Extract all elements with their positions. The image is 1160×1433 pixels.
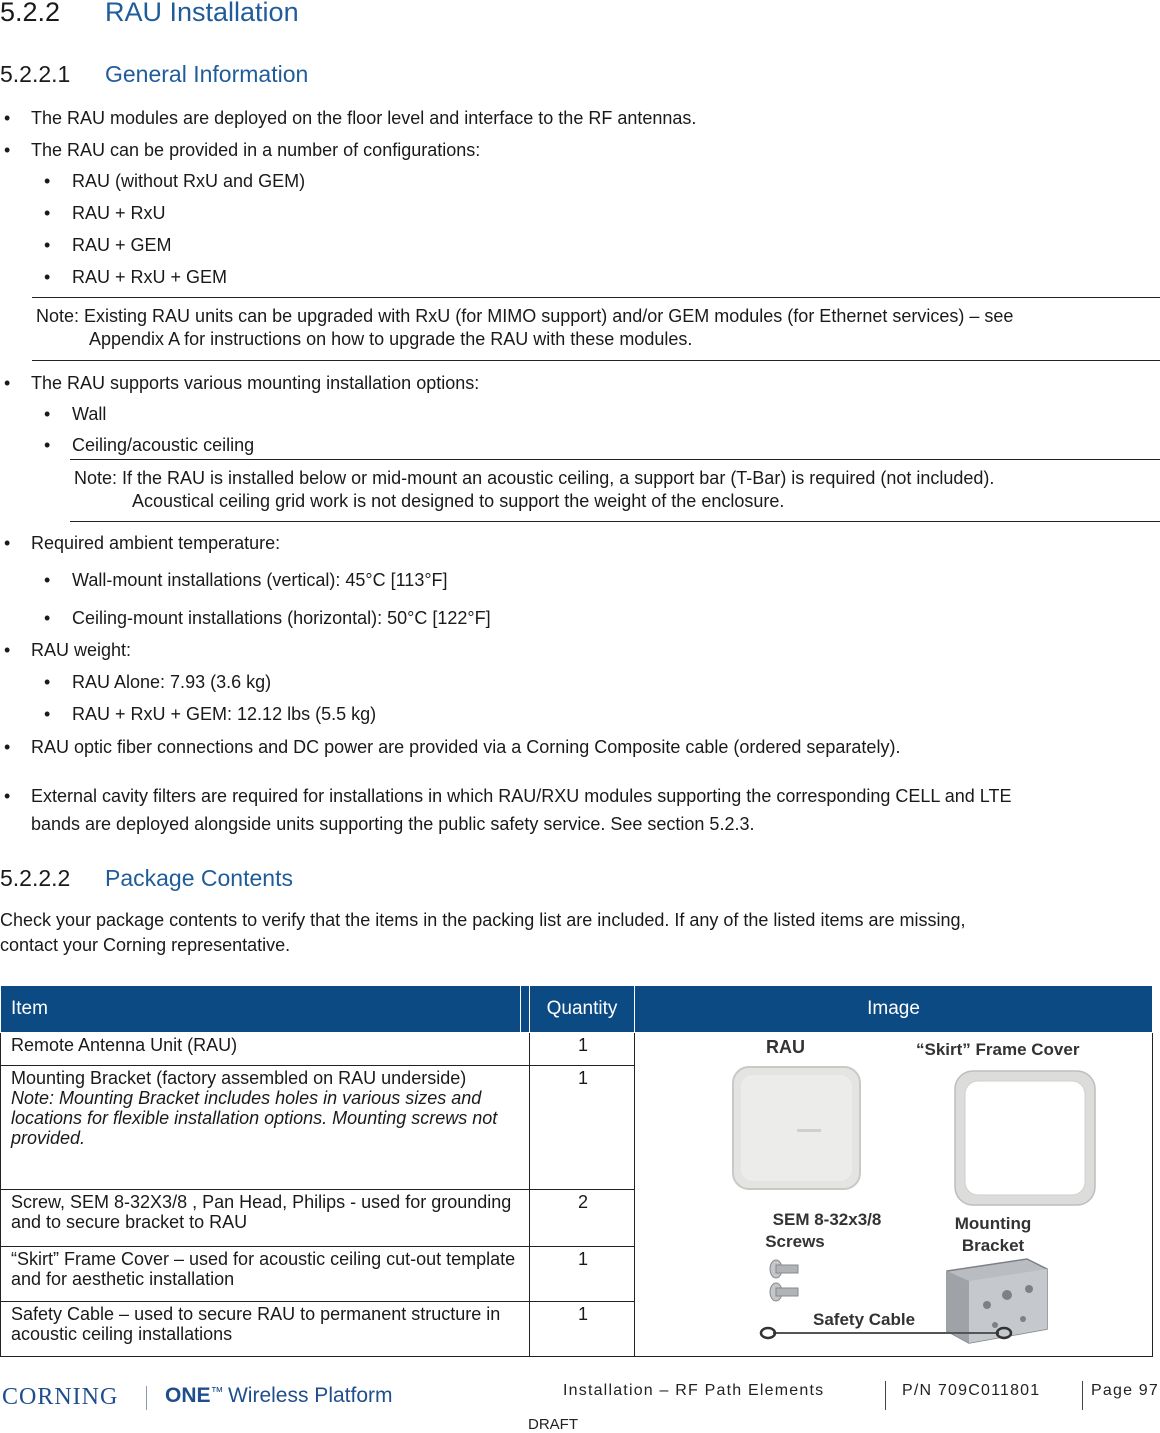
- image-label-rau: RAU: [766, 1037, 805, 1057]
- screws-icon: [770, 1260, 798, 1301]
- note-box: [32, 297, 1160, 361]
- note-text: Appendix A for instructions on how to upgrade the RAU with these modules.: [89, 329, 693, 349]
- footer-chapter: Installation – RF Path Elements: [563, 1382, 825, 1399]
- footer-page: Page 97: [1091, 1382, 1160, 1399]
- item-cell: [1, 1066, 530, 1190]
- footer-separator: [885, 1381, 886, 1410]
- bullet-text: The RAU can be provided in a number of configurations:: [31, 140, 481, 160]
- quantity-cell: 1: [530, 1033, 635, 1066]
- logo-divider: [146, 1386, 147, 1410]
- bullet-text: External cavity filters are required for installations in which RAU/RXU modules supporting the corresponding CELL and LTE: [31, 786, 1012, 806]
- sub-bullet: •: [44, 203, 51, 223]
- product-logo: [165, 1384, 393, 1408]
- sub-bullet: •: [44, 608, 51, 628]
- item-cell: Safety Cable – used to secure RAU to permanent structure in acoustic ceiling installations: [1, 1302, 530, 1357]
- bullet-text: RAU optic fiber connections and DC power are provided via a Corning Composite cable (ordered separately).: [31, 737, 901, 757]
- image-label-bracket: Mounting: [954, 1214, 1032, 1233]
- bullet-text: RAU weight:: [31, 640, 132, 660]
- image-label-cable: Safety Cable: [813, 1310, 916, 1329]
- note-text: Note: Existing RAU units can be upgraded with RxU (for MIMO support) and/or GEM modules (for Ethernet services) – see: [36, 306, 1014, 326]
- item-text: Mounting Bracket (factory assembled on RAU underside): [11, 1068, 467, 1088]
- table-header-row: [1, 986, 1153, 1033]
- quantity-cell: 1: [530, 1066, 635, 1190]
- table-row: [1, 1033, 1153, 1066]
- subsection-number: 5.2.2.1: [0, 61, 71, 87]
- sub-bullet: •: [44, 704, 51, 724]
- image-cell: [635, 1033, 1153, 1357]
- bullet: •: [4, 737, 11, 757]
- sub-bullet: •: [44, 404, 51, 424]
- bullet-text: The RAU modules are deployed on the floor level and interface to the RF antennas.: [31, 108, 697, 128]
- product-tm: ™: [210, 1384, 224, 1399]
- header-spacer: [521, 986, 530, 1033]
- quantity-cell: 1: [530, 1247, 635, 1302]
- product-prefix: ONE: [165, 1384, 211, 1407]
- header-quantity: Quantity: [530, 986, 635, 1033]
- bullet: •: [4, 533, 11, 553]
- note-text: Acoustical ceiling grid work is not designed to support the weight of the enclosure.: [132, 491, 785, 511]
- sub-bullet: •: [44, 435, 51, 455]
- subsection-number: 5.2.2.2: [0, 865, 71, 891]
- image-label-screws: SEM 8-32x3/8: [772, 1210, 882, 1229]
- footer-part-number: P/N 709C011801: [902, 1382, 1041, 1399]
- note-text: Note: If the RAU is installed below or mid-mount an acoustic ceiling, a support bar (T-Bar) is required (not included).: [74, 468, 995, 488]
- quantity-cell: 2: [530, 1190, 635, 1247]
- footer-separator: [1082, 1381, 1083, 1410]
- item-cell: Screw, SEM 8-32X3/8 , Pan Head, Philips - used for grounding and to secure bracket to RAU: [1, 1190, 530, 1247]
- subsection-title: General Information: [105, 61, 309, 87]
- config-item: RAU + RxU: [72, 203, 166, 223]
- sub-bullet: •: [44, 235, 51, 255]
- product-suffix: Wireless Platform: [227, 1384, 393, 1407]
- item-cell: Remote Antenna Unit (RAU): [1, 1033, 530, 1066]
- subsection-title: Package Contents: [105, 865, 293, 891]
- corning-logo: [2, 1384, 118, 1411]
- weight-item: RAU + RxU + GEM: 12.12 lbs (5.5 kg): [72, 704, 377, 724]
- brand-name: CORNING: [2, 1384, 119, 1410]
- image-label-skirt: “Skirt” Frame Cover: [916, 1040, 1080, 1059]
- mounting-item: Ceiling/acoustic ceiling: [72, 435, 255, 455]
- note-box: [70, 459, 1160, 522]
- sub-bullet: •: [44, 672, 51, 692]
- sub-bullet: •: [44, 570, 51, 590]
- package-intro: contact your Corning representative.: [0, 935, 291, 955]
- section-number: 5.2.2: [0, 0, 61, 27]
- bullet: •: [4, 108, 11, 128]
- header-item: Item: [1, 986, 521, 1033]
- package-intro: Check your package contents to verify that the items in the packing list are included. If any of the listed items are missing,: [0, 910, 966, 930]
- item-note: Note: Mounting Bracket includes holes in various sizes and locations for flexible installation options. Mounting screws not provided.: [11, 1088, 498, 1148]
- image-label-bracket: Bracket: [961, 1236, 1025, 1255]
- sub-bullet: •: [44, 171, 51, 191]
- bullet-text: Required ambient temperature:: [31, 533, 281, 553]
- bullet: •: [4, 373, 11, 393]
- bullet: •: [4, 786, 11, 806]
- sub-bullet: •: [44, 267, 51, 287]
- bullet: •: [4, 140, 11, 160]
- temperature-item: Wall-mount installations (vertical): 45°C [113°F]: [72, 570, 448, 590]
- header-image: Image: [635, 986, 1153, 1033]
- bullet-text: bands are deployed alongside units supporting the public safety service. See section 5.2.3.: [31, 814, 755, 834]
- weight-item: RAU Alone: 7.93 (3.6 kg): [72, 672, 272, 692]
- rau-unit-icon: [733, 1067, 860, 1189]
- config-item: RAU + GEM: [72, 235, 172, 255]
- skirt-frame-icon: [955, 1071, 1095, 1205]
- package-contents-image: [635, 1033, 1151, 1355]
- item-cell: “Skirt” Frame Cover – used for acoustic ceiling cut-out template and for aesthetic installation: [1, 1247, 530, 1302]
- image-label-screws: Screws: [765, 1232, 825, 1251]
- temperature-item: Ceiling-mount installations (horizontal): 50°C [122°F]: [72, 608, 491, 628]
- packing-list-table: [0, 985, 1153, 1357]
- config-item: RAU + RxU + GEM: [72, 267, 228, 287]
- bullet: •: [4, 640, 11, 660]
- bullet-text: The RAU supports various mounting installation options:: [31, 373, 480, 393]
- draft-label: DRAFT: [528, 1416, 578, 1433]
- quantity-cell: 1: [530, 1302, 635, 1357]
- mounting-item: Wall: [72, 404, 107, 424]
- section-title: RAU Installation: [105, 0, 299, 27]
- config-item: RAU (without RxU and GEM): [72, 171, 306, 191]
